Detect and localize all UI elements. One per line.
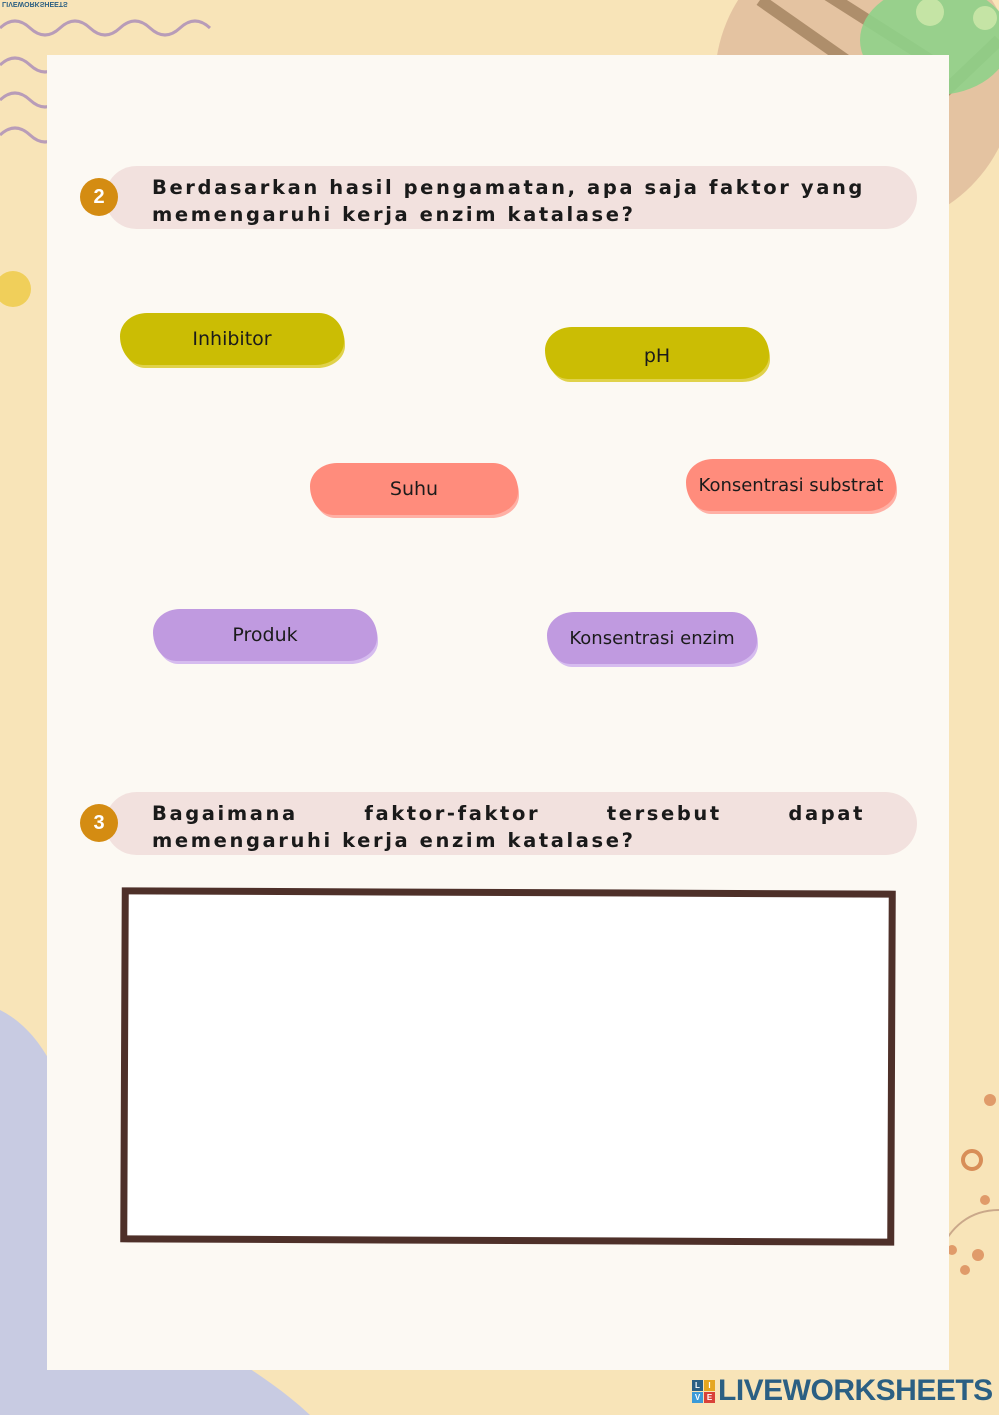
logo-letter-e: E: [704, 1392, 715, 1403]
question-2-text: Berdasarkan hasil pengamatan, apa saja faktor yang memengaruhi kerja enzim katalase?: [152, 176, 865, 226]
logo-letter-v: V: [692, 1392, 703, 1403]
question-2-number-badge: 2: [80, 178, 118, 216]
corner-logo: LIVEWORKSHEETS: [2, 0, 68, 7]
question-3-text: Bagaimana faktor-faktor tersebut dapat memengaruhi kerja enzim katalase?: [152, 802, 865, 852]
liveworksheets-logo[interactable]: [692, 1374, 993, 1408]
question-3-number-badge: 3: [80, 804, 118, 842]
logo-letter-l: L: [692, 1380, 703, 1391]
drag-option-inhibitor[interactable]: Inhibitor: [120, 313, 344, 365]
question-2-bar: [105, 166, 917, 229]
liveworksheets-wordmark: LIVEWORKSHEETS: [718, 1374, 993, 1407]
answer-box: [120, 887, 896, 1245]
drag-option-produk[interactable]: Produk: [153, 609, 377, 661]
drag-option-konsentrasi-substrat[interactable]: Konsentrasi substrat: [686, 459, 896, 511]
drag-option-suhu[interactable]: Suhu: [310, 463, 518, 515]
answer-textarea[interactable]: [127, 894, 888, 1238]
yellow-dot-decoration: [0, 270, 40, 310]
drag-option-ph[interactable]: pH: [545, 327, 769, 379]
logo-letter-i: I: [704, 1380, 715, 1391]
drag-option-konsentrasi-enzim[interactable]: Konsentrasi enzim: [547, 612, 757, 664]
question-3-bar: [105, 792, 917, 855]
liveworksheets-icon: [692, 1380, 715, 1403]
